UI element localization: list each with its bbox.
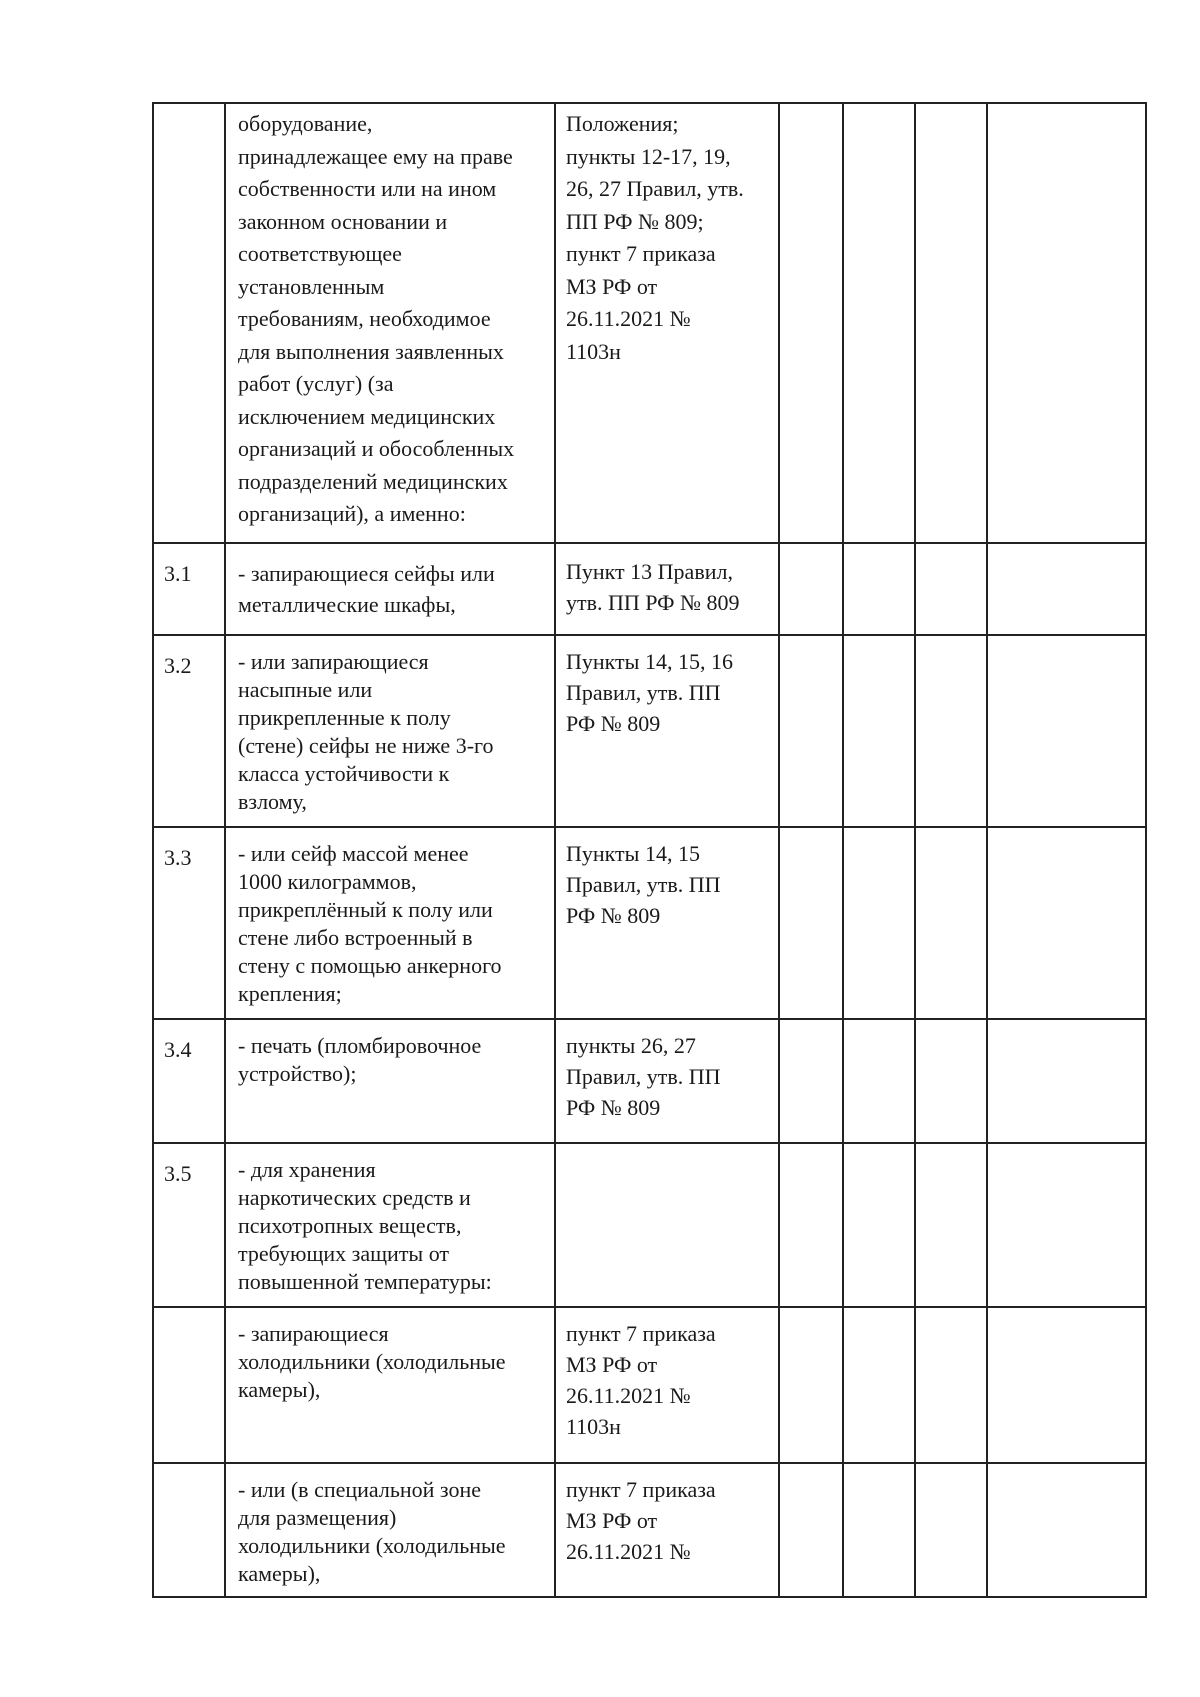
row-number-cell: 3.5 xyxy=(153,1143,225,1307)
reference-cell: Пункты 14, 15, 16 Правил, утв. ПП РФ № 809 xyxy=(555,635,779,827)
table-row xyxy=(153,1463,1146,1597)
answer-cell xyxy=(779,1019,843,1143)
answer-cell xyxy=(987,1307,1146,1463)
answer-cell xyxy=(779,827,843,1019)
answer-cell xyxy=(915,1307,987,1463)
answer-cell xyxy=(915,103,987,543)
answer-cell xyxy=(843,1307,915,1463)
answer-cell xyxy=(779,1307,843,1463)
reference-cell: Пункты 14, 15 Правил, утв. ПП РФ № 809 xyxy=(555,827,779,1019)
answer-cell xyxy=(915,827,987,1019)
answer-cell xyxy=(915,1463,987,1597)
table-row xyxy=(153,103,1146,543)
answer-cell xyxy=(915,1019,987,1143)
answer-cell xyxy=(779,543,843,635)
table-row xyxy=(153,543,1146,635)
row-number-cell xyxy=(153,103,225,543)
requirement-cell: - запирающиеся сейфы или металлические шкафы, xyxy=(225,543,555,635)
requirement-cell: - печать (пломбировочное устройство); xyxy=(225,1019,555,1143)
answer-cell xyxy=(843,827,915,1019)
answer-cell xyxy=(987,543,1146,635)
requirement-cell: - или запирающиеся насыпные или прикрепленные к полу (стене) сейфы не ниже 3-го класса устойчивости к взлому, xyxy=(225,635,555,827)
answer-cell xyxy=(987,827,1146,1019)
requirement-cell: оборудование, принадлежащее ему на праве собственности или на ином законном основании и соответствующее установленным требованиям, необходимое для выполнения заявленных работ (услуг) (за исключением медицинских организаций и обособленных подразделений медицинских организаций), а именно: xyxy=(225,103,555,543)
row-number-cell xyxy=(153,1463,225,1597)
reference-cell xyxy=(555,1143,779,1307)
reference-cell: Пункт 13 Правил, утв. ПП РФ № 809 xyxy=(555,543,779,635)
answer-cell xyxy=(987,1019,1146,1143)
table-row xyxy=(153,1143,1146,1307)
answer-cell xyxy=(843,1143,915,1307)
answer-cell xyxy=(779,103,843,543)
table-row xyxy=(153,635,1146,827)
row-number-cell xyxy=(153,1307,225,1463)
row-number-cell: 3.2 xyxy=(153,635,225,827)
row-number-cell: 3.4 xyxy=(153,1019,225,1143)
requirement-cell: - запирающиеся холодильники (холодильные камеры), xyxy=(225,1307,555,1463)
reference-cell: Положения; пункты 12-17, 19, 26, 27 Правил, утв. ПП РФ № 809; пункт 7 приказа МЗ РФ от 26.11.2021 № 1103н xyxy=(555,103,779,543)
answer-cell xyxy=(779,635,843,827)
answer-cell xyxy=(987,103,1146,543)
requirement-cell: - для хранения наркотических средств и психотропных веществ, требующих защиты от повышенной температуры: xyxy=(225,1143,555,1307)
reference-cell: пункты 26, 27 Правил, утв. ПП РФ № 809 xyxy=(555,1019,779,1143)
requirement-cell: - или сейф массой менее 1000 килограммов, прикреплённый к полу или стене либо встроенный в стену с помощью анкерного крепления; xyxy=(225,827,555,1019)
answer-cell xyxy=(987,1143,1146,1307)
requirements-table xyxy=(152,102,1147,1598)
answer-cell xyxy=(915,635,987,827)
reference-cell: пункт 7 приказа МЗ РФ от 26.11.2021 № xyxy=(555,1463,779,1597)
answer-cell xyxy=(843,1463,915,1597)
answer-cell xyxy=(843,543,915,635)
answer-cell xyxy=(987,1463,1146,1597)
requirement-cell: - или (в специальной зоне для размещения) холодильники (холодильные камеры), xyxy=(225,1463,555,1597)
answer-cell xyxy=(843,635,915,827)
row-number-cell: 3.1 xyxy=(153,543,225,635)
answer-cell xyxy=(779,1463,843,1597)
answer-cell xyxy=(915,1143,987,1307)
row-number-cell: 3.3 xyxy=(153,827,225,1019)
table-row xyxy=(153,1307,1146,1463)
table-row xyxy=(153,1019,1146,1143)
reference-cell: пункт 7 приказа МЗ РФ от 26.11.2021 № 1103н xyxy=(555,1307,779,1463)
answer-cell xyxy=(779,1143,843,1307)
answer-cell xyxy=(915,543,987,635)
table-row xyxy=(153,827,1146,1019)
answer-cell xyxy=(843,1019,915,1143)
answer-cell xyxy=(843,103,915,543)
answer-cell xyxy=(987,635,1146,827)
